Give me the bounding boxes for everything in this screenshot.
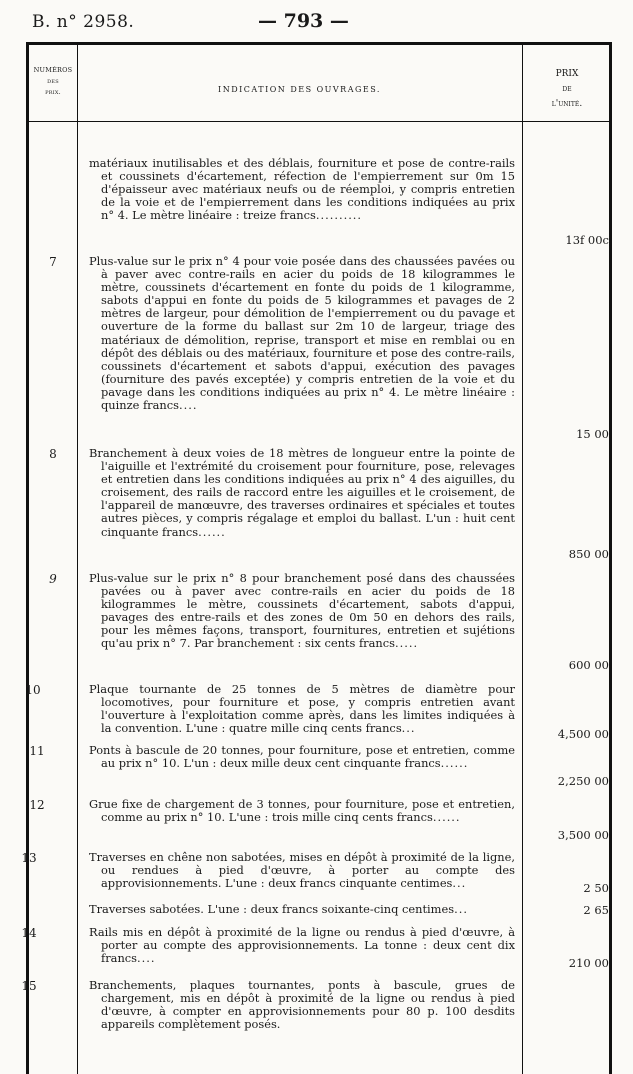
column-header-numeros-line: des xyxy=(47,77,59,85)
item-description-text: Traverses sabotées. L'une : deux francs soixante-cinq centimes xyxy=(89,902,455,916)
item-description: Branchement à deux voies de 18 mètres de longueur entre la pointe de l'aiguille et l'extrémité du croisement pour fourniture, pose, relevages et entretien dans les conditions indiquées au prix n° 4 des aiguilles, du croisement, des rails de raccord entre les aiguilles et le croisement, de l'appareil de manœuvre, des traverses ordinaires et spéciales et toutes autres pièces, y compris régalage et emploi du ballast. L'un : huit cent cinquante francs...... xyxy=(89,446,515,539)
bulletin-number: B. n° 2958. xyxy=(32,12,135,32)
column-header-numeros-line: NUMÉROS xyxy=(33,66,73,74)
item-description-text: Rails mis en dépôt à proximité de la ligne ou rendus à pied d'œuvre, à porter au compte des approvisionnements. La tonne : deux cent dix francs xyxy=(89,925,515,966)
page-number: — 793 — xyxy=(258,10,349,32)
price-table xyxy=(21,42,612,1074)
item-number: 10 xyxy=(25,683,41,697)
item-number: 8 xyxy=(49,447,57,461)
item-price: 210 00 xyxy=(568,956,609,970)
column-divider xyxy=(77,45,78,1074)
item-price: 2,250 00 xyxy=(557,774,609,788)
item-number: 12 xyxy=(29,798,45,812)
item-price: 2 50 xyxy=(583,881,609,895)
item-description: matériaux inutilisables et des déblais, fourniture et pose de contre-rails et coussinets d'écartement, réfection de l'empierrement sur 0m 15 d'épaisseur avec matériaux neufs ou de réemploi, y compris entretien de la voie et de l'empierrement dans les conditions indiquées au prix n° 4. Le mètre linéaire : treize francs.......... xyxy=(89,156,515,223)
item-description-text: Ponts à bascule de 20 tonnes, pour fourniture, pose et entretien, comme au prix n° 10. L'un : deux mille deux cent cinquante francs xyxy=(89,743,515,771)
item-description-text: Grue fixe de chargement de 3 tonnes, pour fourniture, pose et entretien, comme au prix n° 10. L'une : trois mille cinq cents francs xyxy=(89,797,515,825)
item-price: 13f 00c xyxy=(565,233,609,247)
item-price: 600 00 xyxy=(568,658,609,672)
column-header-numeros-line: prix. xyxy=(45,88,61,96)
item-number: 14 xyxy=(21,926,37,940)
item-description-text: Plaque tournante de 25 tonnes de 5 mètres de diamètre pour locomotives, pour fourniture et pose, y compris entretien avant l'ouverture à l'exploitation comme après, dans les limites indiquées à la convention. L'une : quatre mille cinq cents francs xyxy=(89,682,515,736)
item-description: Ponts à bascule de 20 tonnes, pour fourniture, pose et entretien, comme au prix n° 10. L'un : deux mille deux cent cinquante francs...... xyxy=(89,743,515,771)
item-price: 15 00 xyxy=(576,427,609,441)
item-price: 850 00 xyxy=(568,547,609,561)
item-number: 9 xyxy=(49,572,57,586)
header-divider xyxy=(29,121,609,122)
item-description: Plaque tournante de 25 tonnes de 5 mètres de diamètre pour locomotives, pour fourniture et pose, y compris entretien avant l'ouverture à l'exploitation comme après, dans les limites indiquées à la convention. L'une : quatre mille cinq cents francs... xyxy=(89,682,515,736)
item-number: 15 xyxy=(21,979,37,993)
column-header-indication: INDICATION DES OUVRAGES. xyxy=(218,85,381,94)
item-description: Traverses sabotées. L'une : deux francs soixante-cinq centimes... xyxy=(89,902,468,916)
column-header-prix xyxy=(522,67,612,112)
item-description-text: Plus-value sur le prix n° 8 pour branchement posé dans des chaussées pavées ou à paver avec contre-rails en acier du poids de 18 kilogrammes le mètre, coussinets d'écartement, sabots d'appui, pavages des entre-rails et des zones de 0m 50 en dehors des rails, pour les mêmes façons, transport, fournitures, entretien et sujétions qu'au prix n° 7. Par branchement : six cents francs xyxy=(89,571,515,651)
item-description-text: Traverses en chêne non sabotées, mises en dépôt à proximité de la ligne, ou rendues à pied d'œuvre, à porter au compte des approvisionnements. L'une : deux francs cinquante centimes xyxy=(89,850,515,891)
item-description-text: Branchements, plaques tournantes, ponts à bascule, grues de chargement, mis en dépôt à proximité de la ligne ou rendus à pied d'œuvre, à compter en approvisionnements pour 80 p. 100 desdits appareils complètement posés. xyxy=(89,978,515,1032)
column-header-prix-line: l'unité. xyxy=(551,99,583,109)
item-number: 7 xyxy=(49,255,57,269)
column-header-numeros xyxy=(29,65,77,98)
item-price: 3,500 00 xyxy=(557,828,609,842)
item-description-text: Plus-value sur le prix n° 4 pour voie posée dans des chaussées pavées ou à paver avec contre-rails en acier du poids de 18 kilogrammes le mètre, coussinets d'écartement en fonte du poids de 1 kilogramme, sabots d'appui en fonte du poids de 5 kilogrammes et pavages de 2 mètres de largeur, pour démolition de l'empierrement ou du pavage et ouverture de la forme du ballast sur 2m 10 de largeur, triage des matériaux de démolition, reprise, transport et mise en remblai ou en dépôt des déblais ou des matériaux, fourniture et pose des contre-rails, coussinets d'écartement et sabots d'appui, exécution des pavages (fourniture des pavés exceptée) y compris entretien de la voie et du pavage dans les conditions indiquées au prix n° 4. Le mètre linéaire : quinze francs xyxy=(89,254,515,413)
item-number: 11 xyxy=(29,744,45,758)
column-divider xyxy=(522,45,523,1074)
page-header xyxy=(0,0,633,36)
item-description: Rails mis en dépôt à proximité de la ligne ou rendus à pied d'œuvre, à porter au compte des approvisionnements. La tonne : deux cent dix francs.... xyxy=(89,925,515,966)
item-description: Traverses en chêne non sabotées, mises en dépôt à proximité de la ligne, ou rendues à pied d'œuvre, à porter au compte des approvisionnements. L'une : deux francs cinquante centimes... xyxy=(89,850,515,891)
item-description: Grue fixe de chargement de 3 tonnes, pour fourniture, pose et entretien, comme au prix n° 10. L'une : trois mille cinq cents francs...... xyxy=(89,797,515,825)
item-description-text: matériaux inutilisables et des déblais, fourniture et pose de contre-rails et coussinets d'écartement, réfection de l'empierrement sur 0m 15 d'épaisseur avec matériaux neufs ou de réemploi, y compris entretien de la voie et de l'empierrement dans les conditions indiquées au prix n° 4. Le mètre linéaire : treize francs xyxy=(89,156,515,223)
column-header-prix-line: de xyxy=(562,84,572,94)
item-number: 13 xyxy=(21,851,37,865)
item-price: 4,500 00 xyxy=(557,727,609,741)
item-price: 2 65 xyxy=(583,903,609,917)
item-description-text: Branchement à deux voies de 18 mètres de longueur entre la pointe de l'aiguille et l'extrémité du croisement pour fourniture, pose, relevages et entretien dans les conditions indiquées au prix n° 4 des aiguilles, du croisement, des rails de raccord entre les aiguilles et le croisement, de l'appareil de manœuvre, des traverses ordinaires et spéciales et toutes autres pièces, y compris régalage et emploi du ballast. L'un : huit cent cinquante francs xyxy=(89,446,515,539)
column-header-prix-line: PRIX xyxy=(555,69,579,79)
item-description xyxy=(89,979,515,1031)
item-description: Plus-value sur le prix n° 8 pour branchement posé dans des chaussées pavées ou à paver avec contre-rails en acier du poids de 18 kilogrammes le mètre, coussinets d'écartement, sabots d'appui, pavages des entre-rails et des zones de 0m 50 en dehors des rails, pour les mêmes façons, transport, fournitures, entretien et sujétions qu'au prix n° 7. Par branchement : six cents francs..... xyxy=(89,571,515,651)
item-description: Plus-value sur le prix n° 4 pour voie posée dans des chaussées pavées ou à paver avec contre-rails en acier du poids de 18 kilogrammes le mètre, coussinets d'écartement en fonte du poids de 1 kilogramme, sabots d'appui en fonte du poids de 5 kilogrammes et pavages de 2 mètres de largeur, pour démolition de l'empierrement ou du pavage et ouverture de la forme du ballast sur 2m 10 de largeur, triage des matériaux de démolition, reprise, transport et mise en remblai ou en dépôt des déblais ou des matériaux, fourniture et pose des contre-rails, coussinets d'écartement et sabots d'appui, exécution des pavages (fourniture des pavés exceptée) y compris entretien de la voie et du pavage dans les conditions indiquées au prix n° 4. Le mètre linéaire : quinze francs.... xyxy=(89,254,515,413)
